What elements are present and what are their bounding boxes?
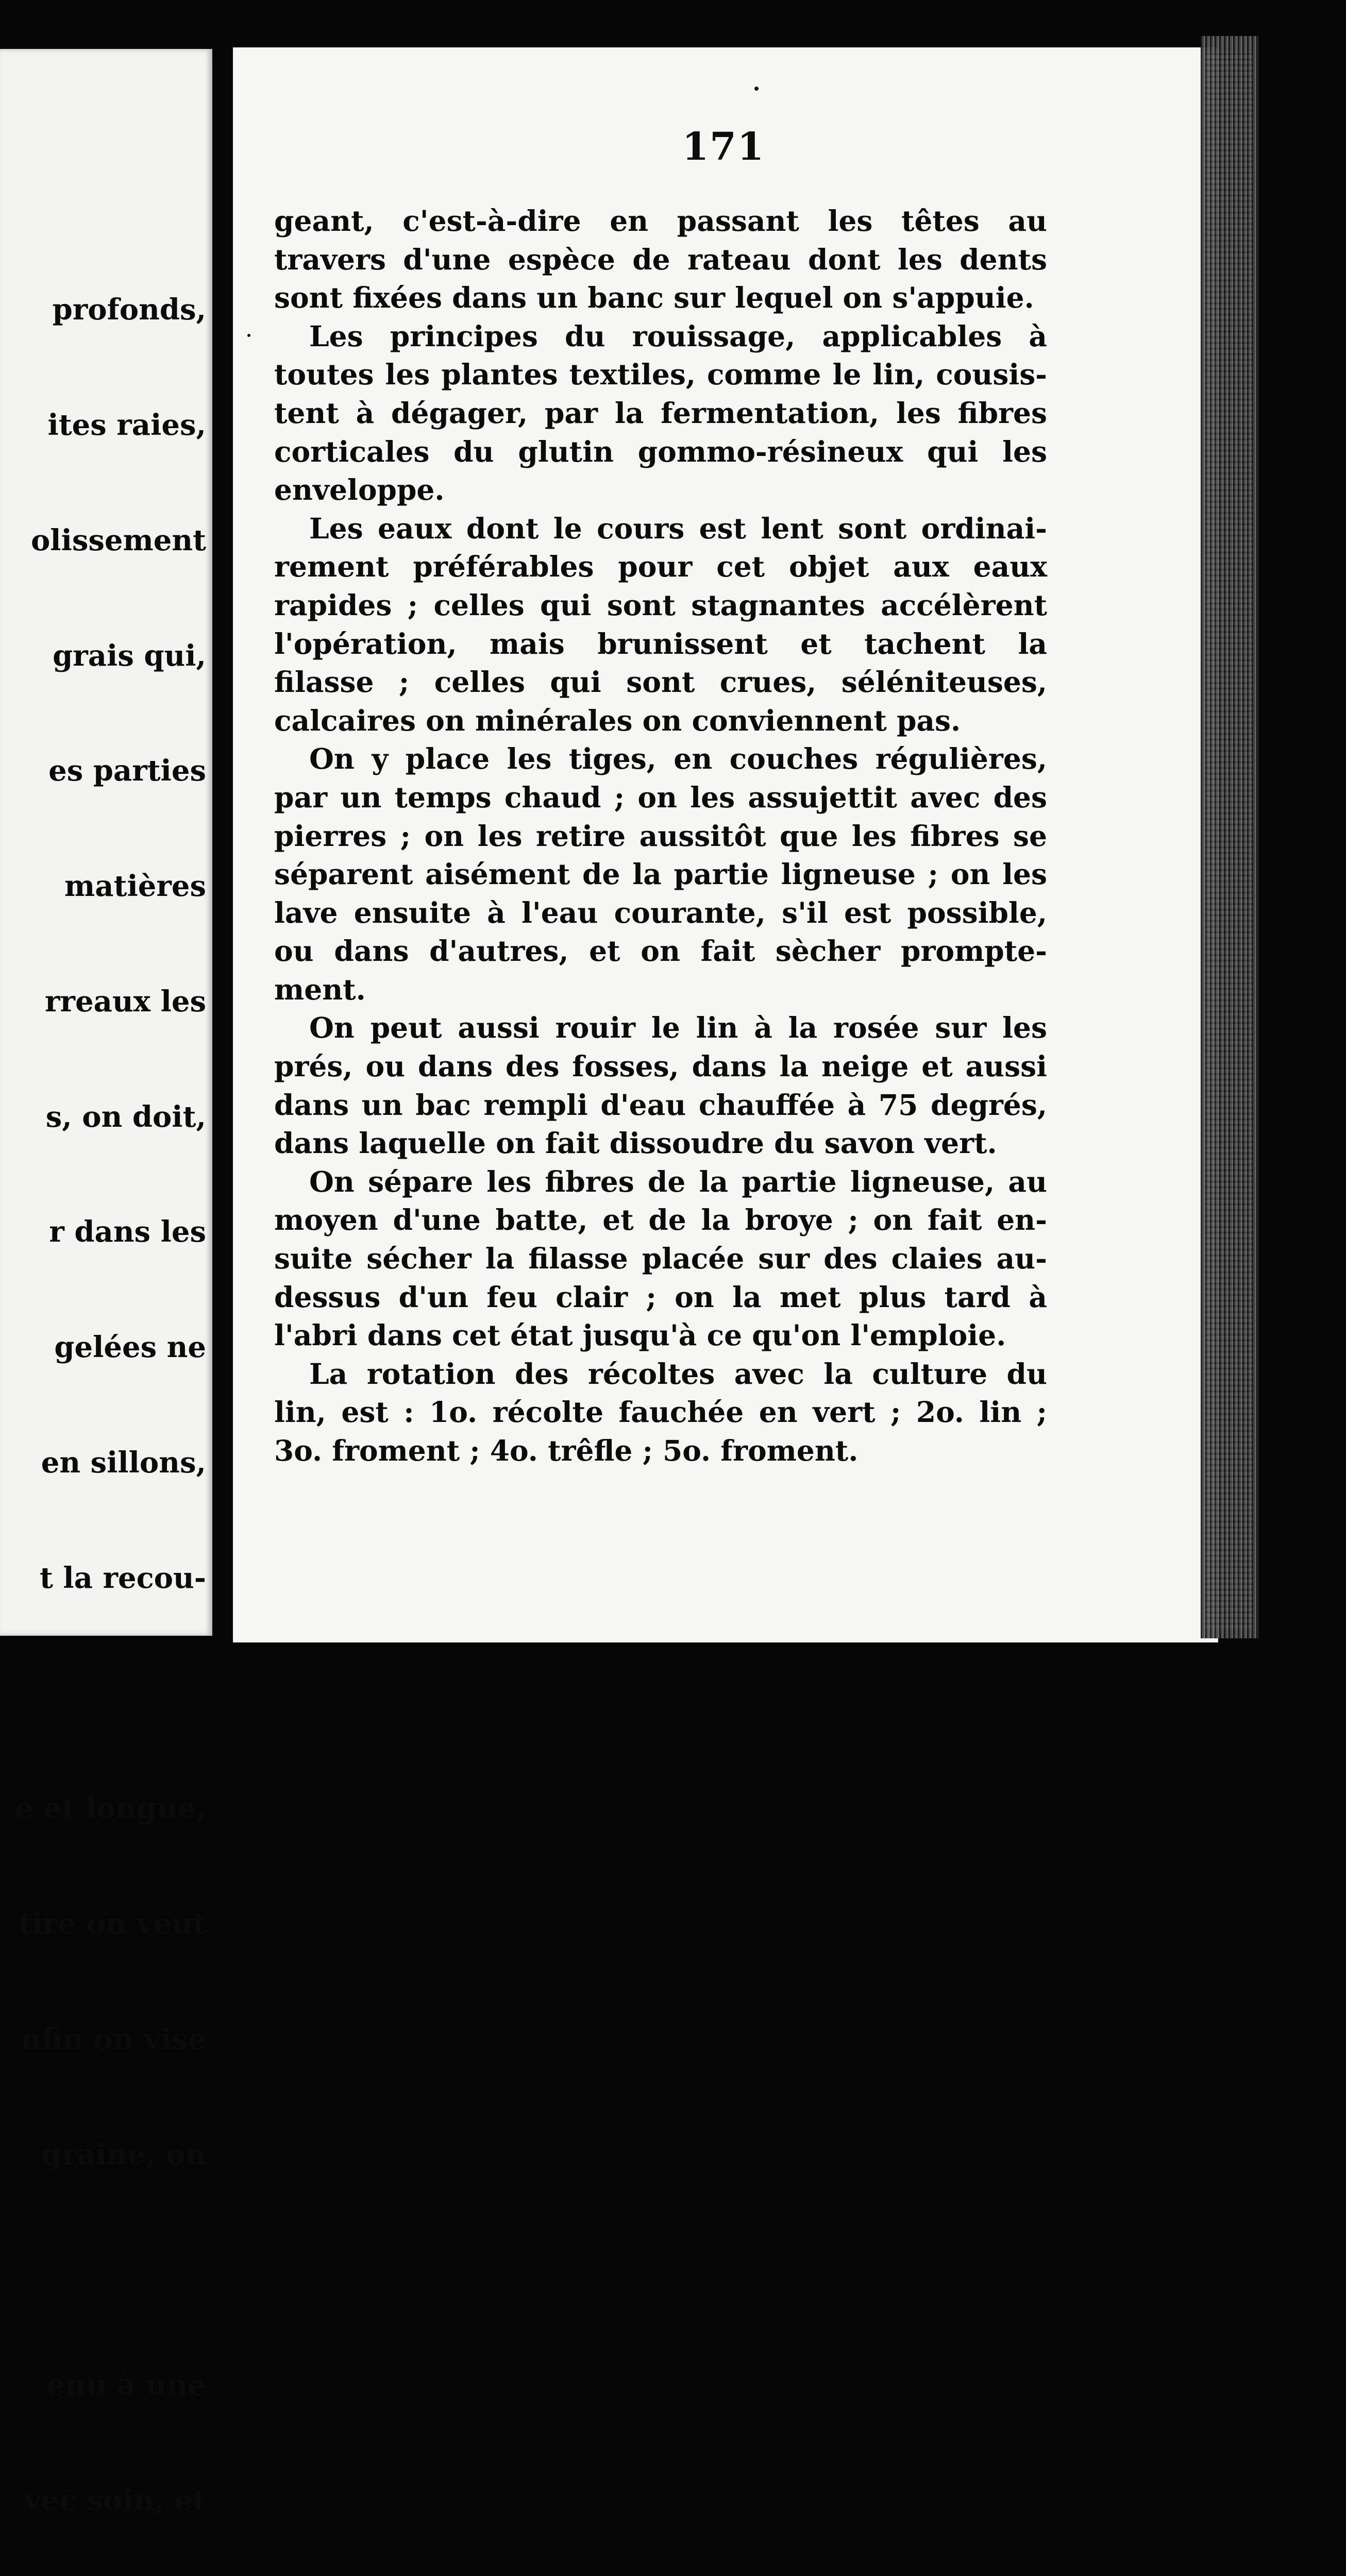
left-facing-page <box>0 49 212 2518</box>
text-line: calcaires on minérales on conviennent pas. <box>274 703 961 737</box>
left-line: es parties <box>48 754 206 788</box>
left-line: grais qui, <box>53 638 206 673</box>
text-line: pierres ; on les retire aussitôt que les fibres se <box>274 819 1047 853</box>
text-line: corticales du glutin gommo-résineux qui les <box>274 434 1047 468</box>
text-line: par un temps chaud ; on les assujettit avec des <box>274 780 1047 814</box>
text-line: séparent aisément de la partie ligneuse ; on les <box>274 857 1047 891</box>
text-line: ment. <box>274 972 366 1006</box>
left-line: tire on veut <box>18 1907 206 1941</box>
text-line: dans un bac rempli d'eau chauffée à 75 degrés, <box>274 1088 1047 1122</box>
text-line: ou dans d'autres, et on fait sècher prompte- <box>274 934 1047 968</box>
main-page <box>233 47 1217 1642</box>
text-line: travers d'une espèce de rateau dont les dents <box>274 242 1047 276</box>
left-line: graine, on <box>41 2137 206 2172</box>
left-line: vec soin, et <box>24 2483 206 2518</box>
text-line: filasse ; celles qui sont crues, séléniteuses, <box>274 665 1047 699</box>
left-line: en sillons, <box>41 1446 206 1480</box>
text-line: lave ensuite à l'eau courante, s'il est possible, <box>274 895 1047 929</box>
left-line: ites raies, <box>47 408 206 442</box>
text-line: Les principes du rouissage, applicables à <box>309 319 1047 353</box>
left-line: gelées ne <box>54 1330 206 1365</box>
scan-speck <box>247 334 250 337</box>
left-line: nfin on vise <box>20 2022 206 2056</box>
left-line: t la recou- <box>40 1561 206 1595</box>
text-line: On sépare les fibres de la partie ligneuse, au <box>309 1164 1047 1198</box>
text-line: On y place les tiges, en couches régulières, <box>309 742 1047 776</box>
text-line: On peut aussi rouir le lin à la rosée sur les <box>309 1011 1047 1045</box>
text-line: rement préférables pour cet objet aux eaux <box>274 550 1047 584</box>
text-line: Les eaux dont le cours est lent sont ordinai- <box>309 511 1047 545</box>
text-line: 3o. froment ; 4o. trêfle ; 5o. froment. <box>274 1434 859 1467</box>
text-line: enveloppe. <box>274 473 445 507</box>
left-line: profonds, <box>52 293 206 327</box>
text-line: La rotation des récoltes avec la culture du <box>309 1357 1047 1391</box>
left-line: rreaux les <box>45 984 206 1019</box>
page-block-edge-texture <box>1205 52 1253 1628</box>
left-line <box>0 2250 206 2289</box>
left-line: enu à une <box>46 2368 206 2402</box>
left-line: olissement <box>30 523 206 557</box>
page-number: 171 <box>682 125 765 169</box>
left-line: e et longue, <box>15 1791 206 1826</box>
text-line: moyen d'une batte, et de la broye ; on fait en- <box>274 1203 1047 1237</box>
text-line: l'abri dans cet état jusqu'à ce qu'on l'emploie. <box>274 1318 1006 1352</box>
page-body-text <box>274 202 1047 1470</box>
text-line: l'opération, mais brunissent et tachent la <box>274 626 1047 660</box>
text-line: tent à dégager, par la fermentation, les fibres <box>274 396 1047 430</box>
text-line: dessus d'un feu clair ; on la met plus tard à <box>274 1280 1047 1314</box>
left-line: r dans les <box>49 1215 206 1249</box>
text-line: geant, c'est-à-dire en passant les têtes au <box>274 204 1047 238</box>
text-line: sont fixées dans un banc sur lequel on s'appuie. <box>274 281 1034 315</box>
text-line: lin, est : 1o. récolte fauchée en vert ; 2o. lin ; <box>274 1395 1047 1429</box>
text-line: rapides ; celles qui sont stagnantes accélèrent <box>274 588 1047 622</box>
left-line: matières <box>64 869 206 904</box>
scan-speck <box>754 87 759 91</box>
text-line: prés, ou dans des fosses, dans la neige et aussi <box>274 1049 1047 1083</box>
left-page-text <box>0 214 206 2576</box>
left-line <box>0 1674 206 1713</box>
text-line: suite sécher la filasse placée sur des claies au- <box>274 1242 1047 1276</box>
left-line: s, on doit, <box>45 1099 206 1134</box>
text-line: toutes les plantes textiles, comme le lin, cousis- <box>274 358 1047 392</box>
text-line: dans laquelle on fait dissoudre du savon vert. <box>274 1126 997 1160</box>
